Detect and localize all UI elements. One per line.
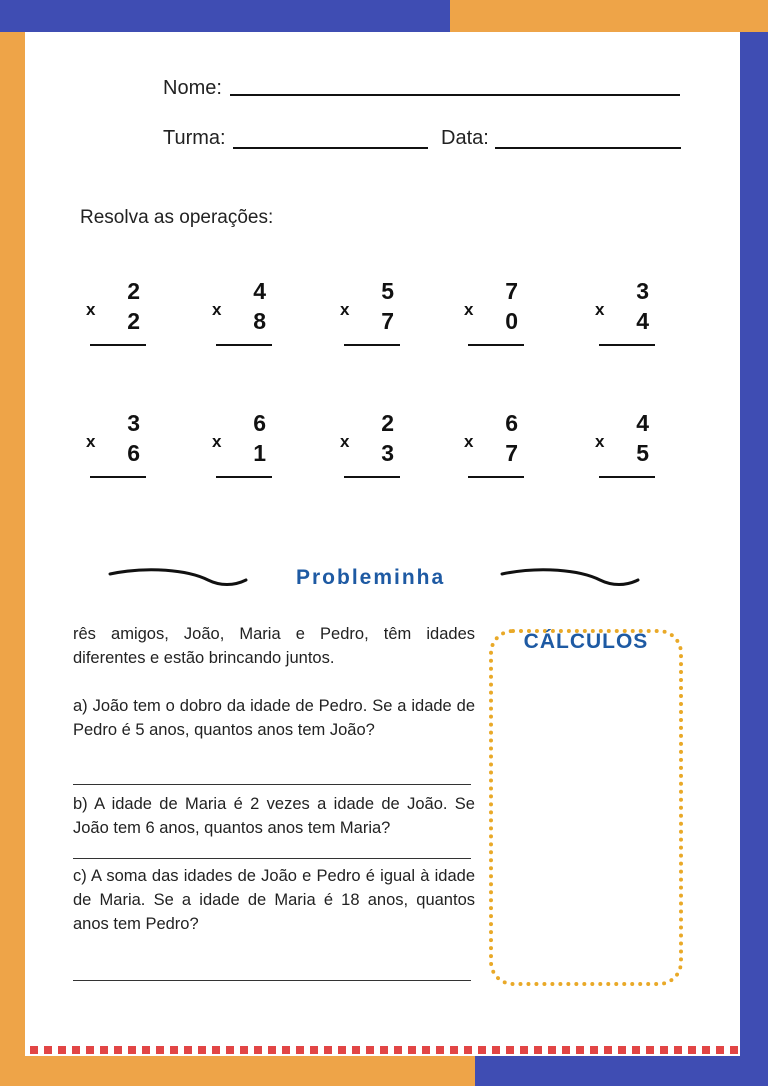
- answer-rule: [599, 344, 655, 346]
- section-title: Probleminha: [296, 566, 446, 589]
- times-sign: x: [595, 432, 605, 451]
- name-label: Nome:: [163, 77, 222, 99]
- multiplicand: 4: [636, 410, 649, 436]
- answer-rule: [599, 476, 655, 478]
- multiplication-problem: [462, 278, 532, 348]
- question-b: b) A idade de Maria é 2 vezes a idade de João. Se João tem 6 anos, quantos anos tem Maria?: [73, 795, 475, 837]
- multiplication-problem: [462, 410, 532, 480]
- frame-top-orange-bar: [450, 0, 768, 32]
- times-sign: x: [340, 300, 350, 319]
- class-field-line[interactable]: [233, 147, 428, 149]
- times-sign: x: [212, 300, 222, 319]
- multiplier: 5: [636, 440, 649, 466]
- multiplicand: 7: [505, 278, 518, 304]
- times-sign: x: [464, 432, 474, 451]
- class-label: Turma:: [163, 127, 226, 149]
- decorative-dashed-strip: [30, 1046, 738, 1054]
- multiplier: 1: [253, 440, 266, 466]
- multiplication-problem: [84, 410, 154, 480]
- multiplicand: 2: [127, 278, 140, 304]
- instruction-text: Resolva as operações:: [80, 207, 274, 228]
- frame-left-orange-bar: [0, 32, 25, 1086]
- question-a: a) João tem o dobro da idade de Pedro. Se a idade de Pedro é 5 anos, quantos anos tem João?: [73, 697, 475, 739]
- frame-bottom-orange-bar: [25, 1056, 475, 1086]
- answer-rule: [216, 476, 272, 478]
- multiplication-problem: [84, 278, 154, 348]
- problem-intro: rês amigos, João, Maria e Pedro, têm idades diferentes e estão brincando juntos.: [73, 625, 475, 667]
- swoosh-left-decoration: [108, 566, 248, 590]
- times-sign: x: [86, 432, 96, 451]
- frame-bottom-blue-bar: [475, 1056, 740, 1086]
- multiplication-problem: [338, 278, 408, 348]
- multiplication-problem: [338, 410, 408, 480]
- multiplicand: 3: [127, 410, 140, 436]
- multiplicand: 6: [505, 410, 518, 436]
- multiplier: 7: [381, 308, 394, 334]
- multiplier: 8: [253, 308, 266, 334]
- name-field-line[interactable]: [230, 94, 680, 96]
- frame-top-blue-bar: [0, 0, 450, 32]
- multiplicand: 4: [253, 278, 266, 304]
- multiplier: 7: [505, 440, 518, 466]
- answer-rule: [344, 344, 400, 346]
- date-field-line[interactable]: [495, 147, 681, 149]
- times-sign: x: [464, 300, 474, 319]
- frame-right-blue-bar: [740, 32, 768, 1086]
- question-c: c) A soma das idades de João e Pedro é igual à idade de Maria. Se a idade de Maria é 18 anos, quantos anos tem Pedro?: [73, 867, 475, 933]
- multiplication-problem: [210, 278, 280, 348]
- date-label: Data:: [441, 127, 489, 149]
- times-sign: x: [340, 432, 350, 451]
- answer-line-b[interactable]: [73, 858, 471, 859]
- answer-line-c[interactable]: [73, 980, 471, 981]
- answer-line-a[interactable]: [73, 784, 471, 785]
- swoosh-right-decoration: [500, 566, 640, 590]
- answer-rule: [90, 476, 146, 478]
- multiplier: 0: [505, 308, 518, 334]
- times-sign: x: [595, 300, 605, 319]
- times-sign: x: [212, 432, 222, 451]
- multiplication-problem: [210, 410, 280, 480]
- calculation-box[interactable]: [489, 629, 683, 986]
- answer-rule: [216, 344, 272, 346]
- calculation-box-title: CÁLCULOS: [523, 630, 649, 653]
- answer-rule: [90, 344, 146, 346]
- multiplicand: 2: [381, 410, 394, 436]
- multiplicand: 3: [636, 278, 649, 304]
- multiplicand: 5: [381, 278, 394, 304]
- multiplier: 3: [381, 440, 394, 466]
- multiplicand: 6: [253, 410, 266, 436]
- multiplication-problem: [593, 410, 663, 480]
- multiplier: 6: [127, 440, 140, 466]
- multiplication-problem: [593, 278, 663, 348]
- answer-rule: [344, 476, 400, 478]
- multiplier: 2: [127, 308, 140, 334]
- times-sign: x: [86, 300, 96, 319]
- answer-rule: [468, 344, 524, 346]
- answer-rule: [468, 476, 524, 478]
- multiplier: 4: [636, 308, 649, 334]
